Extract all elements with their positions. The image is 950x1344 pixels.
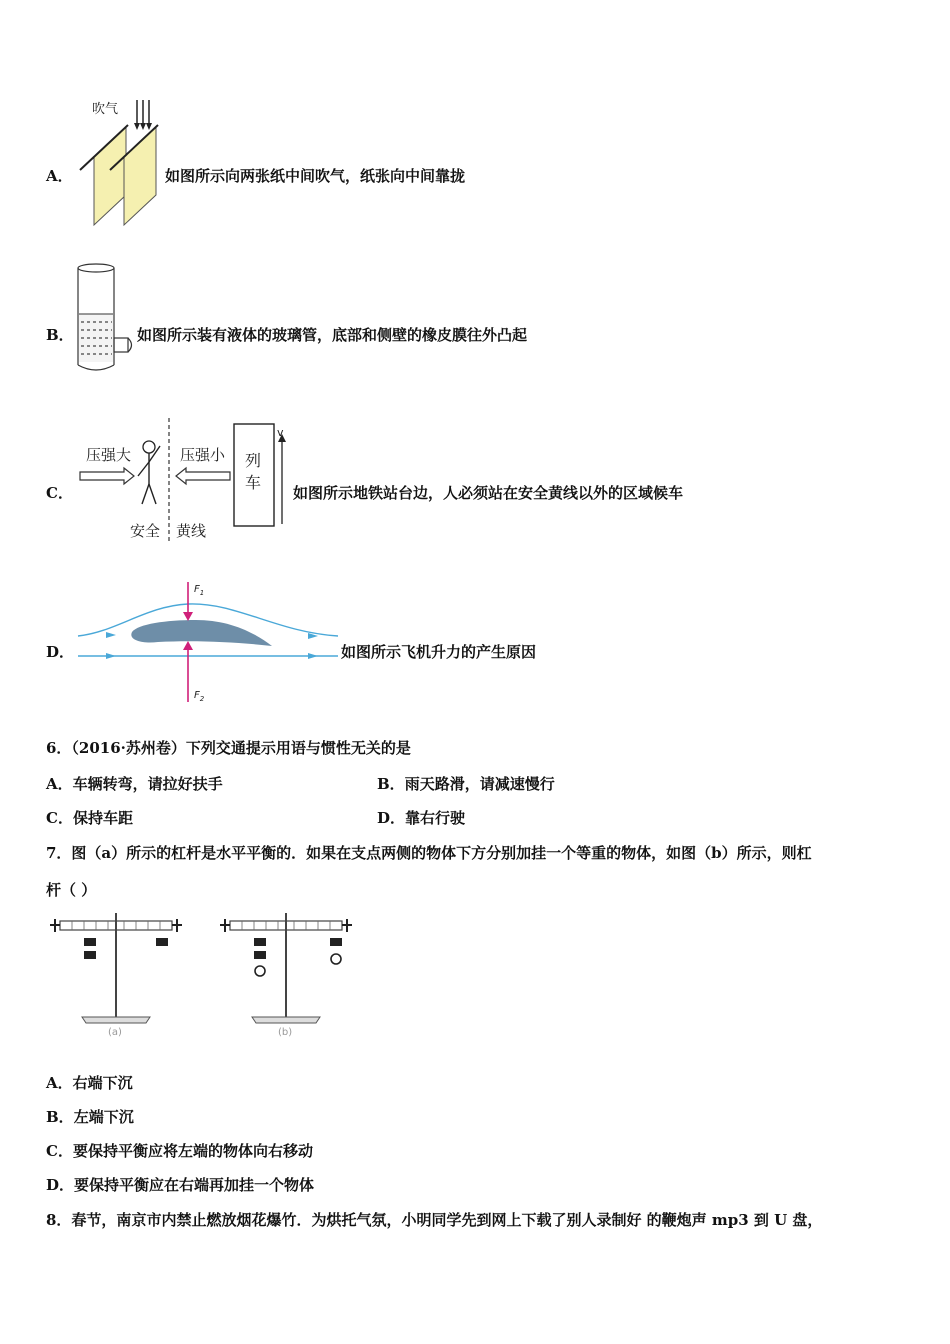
fig-a-label: (a): [108, 1027, 122, 1038]
paper-blow-figure: [70, 95, 170, 235]
option-b-letter: B．: [46, 326, 74, 344]
q6-option-b-text: 雨天路滑，请减速慢行: [404, 775, 555, 793]
q7-option-b-letter: B．: [46, 1108, 74, 1126]
option-c-text: 如图所示地铁站台边，人必须站在安全黄线以外的区域候车: [293, 484, 684, 502]
airfoil-figure: [76, 580, 342, 705]
blow-label: 吹气: [92, 102, 119, 117]
fig-b-label: (b): [278, 1027, 293, 1038]
q8-stem: 8．春节，南京市内禁止燃放烟花爆竹．为烘托气氛，小明同学先到网上下载了别人录制好 的鞭炮声 mp3 到 U 盘，: [46, 1211, 823, 1229]
option-b-text: 如图所示装有液体的玻璃管，底部和侧壁的橡皮膜往外凸起: [137, 326, 528, 344]
option-d-text: 如图所示飞机升力的产生原因: [341, 643, 537, 661]
high-pressure-label: 压强大: [86, 446, 132, 464]
q6-option-d-text: 靠右行驶: [405, 809, 466, 827]
q6-option-c-text: 保持车距: [72, 809, 133, 827]
q7-option-b: [46, 1106, 134, 1127]
option-d-letter: D．: [46, 643, 75, 661]
q7-stem-line1: 7．图（a）所示的杠杆是水平平衡的．如果在支点两侧的物体下方分别加挂一个等重的物体，如图（b）所示，则杠: [46, 844, 812, 862]
svg-text:F1: [194, 584, 204, 597]
option-c-letter: C．: [46, 484, 73, 502]
wing-shape: [131, 620, 272, 646]
yellow-line-label: 黄线: [176, 522, 207, 540]
q7-option-c-text: 要保持平衡应将左端的物体向右移动: [72, 1142, 313, 1160]
q7-option-a: [46, 1072, 133, 1093]
q6-option-b-letter: B．: [377, 775, 405, 793]
q7-option-b-text: 左端下沉: [73, 1108, 134, 1126]
q7-option-c-letter: C．: [46, 1142, 73, 1160]
q6-option-a-text: 车辆转弯，请拉好扶手: [72, 775, 223, 793]
train-label-1: 列: [245, 451, 262, 470]
f2-subscript: 2: [199, 695, 205, 703]
train-label-2: 车: [245, 473, 262, 492]
q7-stem-line2: 杆（ ）: [46, 881, 97, 899]
subway-platform-figure: [76, 416, 294, 546]
velocity-label: v: [277, 426, 284, 439]
q6-stem: 6．（2016·苏州卷）下列交通提示用语与惯性无关的是: [46, 739, 411, 757]
q7-option-d: [46, 1174, 314, 1195]
q6-option-d: [377, 807, 465, 828]
q6-option-a-letter: A．: [46, 775, 73, 793]
option-a-letter: A．: [46, 167, 73, 185]
q6-option-d-letter: D．: [377, 809, 406, 827]
q6-option-a: [46, 773, 223, 794]
f1-label: F: [194, 584, 200, 595]
f1-arrow-icon: [183, 612, 193, 621]
right-arrow-icon: [80, 468, 134, 484]
q6-option-b: [377, 773, 555, 794]
f2-label: F: [194, 690, 200, 701]
q7-option-d-text: 要保持平衡应在右端再加挂一个物体: [74, 1176, 315, 1194]
glass-tube-figure: [72, 262, 140, 377]
q7-option-a-text: 右端下沉: [72, 1074, 133, 1092]
lever-figures: [46, 905, 366, 1040]
person-icon: [143, 441, 155, 453]
f2-arrow-icon: [183, 641, 193, 650]
f1-subscript: 1: [199, 589, 205, 597]
q7-option-a-letter: A．: [46, 1074, 73, 1092]
left-arrow-icon: [176, 468, 230, 484]
safety-label: 安全: [130, 522, 161, 540]
svg-text:F2: [194, 690, 205, 703]
q7-option-c: [46, 1140, 313, 1161]
q6-option-c-letter: C．: [46, 809, 73, 827]
lever-figure-b: [220, 913, 352, 1038]
q7-option-d-letter: D．: [46, 1176, 75, 1194]
q6-option-c: [46, 807, 133, 828]
option-a-text: 如图所示向两张纸中间吹气，纸张向中间靠拢: [165, 167, 466, 185]
lever-figure-a: [50, 913, 182, 1038]
low-pressure-label: 压强小: [180, 446, 226, 464]
